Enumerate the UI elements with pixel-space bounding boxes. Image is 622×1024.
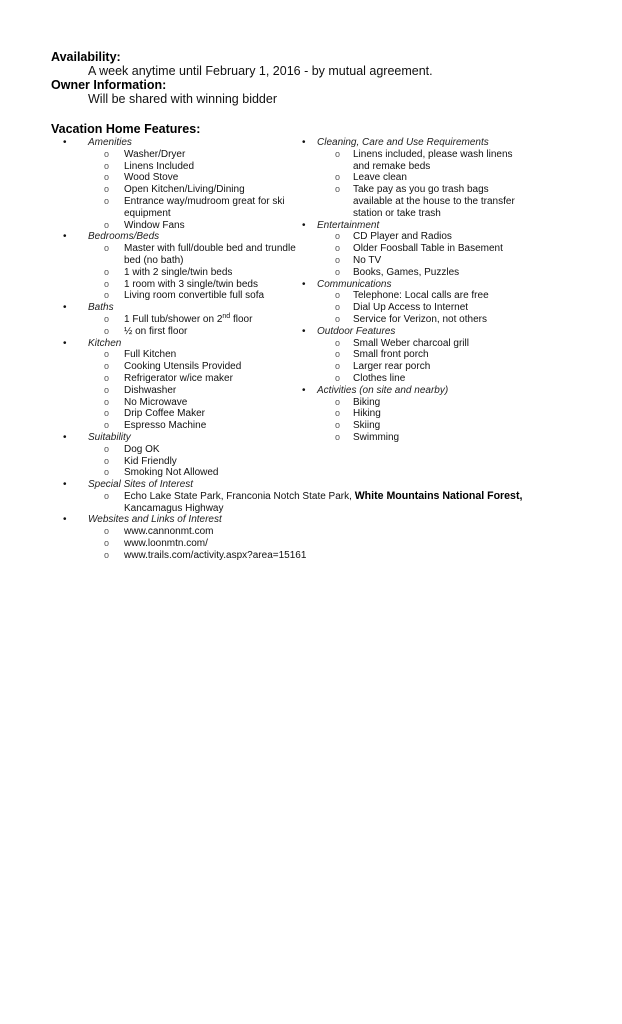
list-item-text: Refrigerator w/ice maker xyxy=(124,372,233,384)
list-item-text: No Microwave xyxy=(124,396,188,408)
sites-text-before: Echo Lake State Park, Franconia Notch State Park, xyxy=(124,490,355,502)
list-item xyxy=(60,408,300,420)
bullet-icon: • xyxy=(302,384,306,396)
list-item-text: Swimming xyxy=(353,431,400,443)
list-item xyxy=(60,361,300,373)
circle-bullet-icon: o xyxy=(335,431,341,442)
list-item-text: Larger rear porch xyxy=(353,361,431,373)
availability-text: A week anytime until February 1, 2016 - by mutual agreement. xyxy=(88,64,433,78)
bullet-icon: • xyxy=(63,479,67,490)
list-item xyxy=(300,397,530,409)
circle-bullet-icon: o xyxy=(104,278,110,289)
circle-bullet-icon: o xyxy=(335,231,341,242)
circle-bullet-icon: o xyxy=(335,254,341,265)
bullet-icon: • xyxy=(302,325,306,337)
list-item-text: 1 Full tub/shower on 2nd floor xyxy=(124,312,253,325)
features-bottom-section xyxy=(60,479,540,562)
bullet-icon: • xyxy=(302,137,306,148)
category-label: Special Sites of Interest xyxy=(88,479,194,490)
category-item xyxy=(300,220,530,232)
list-item xyxy=(60,184,300,196)
list-item xyxy=(300,420,530,432)
circle-bullet-icon: o xyxy=(335,266,341,277)
list-item-text: Small front porch xyxy=(353,349,429,361)
list-item-text: 1 with 2 single/twin beds xyxy=(124,266,233,278)
list-item xyxy=(60,444,300,456)
list-item xyxy=(60,267,300,279)
list-item xyxy=(300,149,530,173)
circle-bullet-icon: o xyxy=(335,408,341,419)
circle-bullet-icon: o xyxy=(104,172,110,183)
bullet-icon: • xyxy=(302,278,306,290)
list-item-text: Window Fans xyxy=(124,219,185,231)
list-item-text: Dog OK xyxy=(124,443,160,455)
circle-bullet-icon: o xyxy=(104,313,110,324)
category-item xyxy=(300,326,530,338)
list-item-text: Skiing xyxy=(353,420,381,432)
list-item-text: Full Kitchen xyxy=(124,349,177,361)
list-item xyxy=(60,373,300,385)
category-item xyxy=(60,231,300,243)
circle-bullet-icon: o xyxy=(104,290,110,301)
circle-bullet-icon: o xyxy=(104,396,110,407)
category-label: Bedrooms/Beds xyxy=(88,231,160,243)
list-item-text: Small Weber charcoal grill xyxy=(353,337,469,349)
category-label: Kitchen xyxy=(88,337,122,349)
circle-bullet-icon: o xyxy=(335,302,341,313)
circle-bullet-icon: o xyxy=(335,172,341,183)
list-item xyxy=(60,243,300,267)
list-item xyxy=(60,161,300,173)
category-item xyxy=(300,385,530,397)
features-heading: Vacation Home Features: xyxy=(51,122,201,136)
list-item-text: 1 room with 3 single/twin beds xyxy=(124,278,258,290)
category-item xyxy=(60,338,300,350)
list-item xyxy=(60,349,300,361)
list-item-text: Master with full/double bed and trundle bed (no bath) xyxy=(124,243,296,266)
bullet-icon: • xyxy=(63,302,67,314)
category-item xyxy=(60,302,300,314)
list-item-text: Entrance way/mudroom great for ski equipment xyxy=(124,195,285,219)
category-item xyxy=(300,137,530,149)
category-label: Cleaning, Care and Use Requirements xyxy=(317,137,489,148)
list-item-text: Wood Stove xyxy=(124,172,179,184)
list-item xyxy=(300,314,530,326)
list-item-text: Cooking Utensils Provided xyxy=(124,361,242,373)
list-item-text: Linens included, please wash linens and remake beds xyxy=(353,148,513,172)
bullet-icon: • xyxy=(302,219,306,231)
bullet-icon: • xyxy=(63,514,67,526)
list-item-text: CD Player and Radios xyxy=(353,231,452,243)
circle-bullet-icon: o xyxy=(104,408,110,419)
list-item-text: Linens Included xyxy=(124,160,195,172)
list-item-text: ½ on first floor xyxy=(124,325,188,337)
category-label: Suitability xyxy=(88,431,131,443)
circle-bullet-icon: o xyxy=(104,160,110,171)
circle-bullet-icon: o xyxy=(104,361,110,372)
list-item xyxy=(60,326,300,338)
list-item xyxy=(60,491,540,515)
list-item xyxy=(300,302,530,314)
list-item xyxy=(300,432,530,444)
circle-bullet-icon: o xyxy=(335,396,341,407)
category-label: Entertainment xyxy=(317,219,380,231)
circle-bullet-icon: o xyxy=(335,361,341,372)
circle-bullet-icon: o xyxy=(104,372,110,383)
list-item xyxy=(60,420,300,432)
website-link-text[interactable]: www.cannonmt.com xyxy=(124,526,214,538)
list-item-text: Washer/Dryer xyxy=(124,148,186,160)
list-item-text: Clothes line xyxy=(353,372,406,384)
circle-bullet-icon: o xyxy=(335,148,341,159)
list-item-text: Drip Coffee Maker xyxy=(124,408,205,420)
circle-bullet-icon: o xyxy=(104,490,110,501)
list-item xyxy=(60,220,300,232)
category-label: Activities (on site and nearby) xyxy=(317,384,449,396)
website-link-text[interactable]: www.trails.com/activity.aspx?area=15161 xyxy=(124,549,307,561)
circle-bullet-icon: o xyxy=(335,243,341,254)
circle-bullet-icon: o xyxy=(335,420,341,431)
features-right-column xyxy=(300,137,530,444)
website-link-text[interactable]: www.loonmtn.com/ xyxy=(124,537,208,549)
list-item xyxy=(300,373,530,385)
list-item xyxy=(300,408,530,420)
bullet-icon: • xyxy=(63,431,67,443)
category-label: Amenities xyxy=(88,137,132,148)
circle-bullet-icon: o xyxy=(104,325,110,336)
list-item xyxy=(300,290,530,302)
list-item xyxy=(60,172,300,184)
list-item xyxy=(300,361,530,373)
website-link-item xyxy=(60,526,540,538)
list-item-text: Leave clean xyxy=(353,172,407,184)
circle-bullet-icon: o xyxy=(104,184,110,195)
circle-bullet-icon: o xyxy=(104,243,110,254)
list-item xyxy=(60,279,300,291)
bullet-icon: • xyxy=(63,337,67,349)
list-item xyxy=(300,349,530,361)
features-left-column xyxy=(60,137,300,479)
category-label: Outdoor Features xyxy=(317,325,396,337)
circle-bullet-icon: o xyxy=(104,349,110,360)
list-item xyxy=(60,290,300,302)
bullet-icon: • xyxy=(63,231,67,243)
circle-bullet-icon: o xyxy=(104,148,110,159)
list-item-text: Dial Up Access to Internet xyxy=(353,302,469,314)
circle-bullet-icon: o xyxy=(335,313,341,324)
category-item xyxy=(60,432,300,444)
list-item-text: No TV xyxy=(353,254,382,266)
list-item-text: Books, Games, Puzzles xyxy=(353,266,460,278)
circle-bullet-icon: o xyxy=(104,537,110,548)
list-item xyxy=(300,231,530,243)
list-item xyxy=(300,255,530,267)
category-label: Communications xyxy=(317,278,392,290)
circle-bullet-icon: o xyxy=(104,219,110,230)
category-websites xyxy=(60,514,540,526)
list-item-text: Service for Verizon, not others xyxy=(353,313,487,325)
list-item-text: Open Kitchen/Living/Dining xyxy=(124,184,245,196)
list-item xyxy=(300,172,530,184)
websites-list xyxy=(60,526,540,561)
circle-bullet-icon: o xyxy=(335,184,341,195)
ordinal-suffix: nd xyxy=(222,312,231,320)
list-item-text: Older Foosball Table in Basement xyxy=(353,243,503,255)
circle-bullet-icon: o xyxy=(335,290,341,301)
category-item xyxy=(300,279,530,291)
circle-bullet-icon: o xyxy=(104,526,110,537)
list-item-text: Living room convertible full sofa xyxy=(124,290,265,302)
sites-text-after: Kancamagus Highway xyxy=(124,502,224,514)
website-link-item xyxy=(60,550,540,562)
circle-bullet-icon: o xyxy=(335,337,341,348)
category-label: Websites and Links of Interest xyxy=(88,514,222,526)
list-item xyxy=(60,314,300,326)
list-item xyxy=(300,184,530,219)
list-item xyxy=(60,456,300,468)
circle-bullet-icon: o xyxy=(104,420,110,431)
sites-text-bold: White Mountains National Forest, xyxy=(354,489,523,502)
category-item xyxy=(60,137,300,149)
list-item-text: Smoking Not Allowed xyxy=(124,467,219,479)
list-item xyxy=(60,196,300,220)
list-item xyxy=(60,385,300,397)
owner-heading: Owner Information: xyxy=(51,78,167,92)
list-item xyxy=(60,149,300,161)
list-item xyxy=(300,338,530,350)
circle-bullet-icon: o xyxy=(104,443,110,454)
list-item xyxy=(300,267,530,279)
website-link-item xyxy=(60,538,540,550)
circle-bullet-icon: o xyxy=(104,384,110,395)
circle-bullet-icon: o xyxy=(104,467,110,478)
list-item-text: Espresso Machine xyxy=(124,420,207,432)
list-item-text: Kid Friendly xyxy=(124,455,177,467)
owner-text: Will be shared with winning bidder xyxy=(88,92,277,106)
circle-bullet-icon: o xyxy=(335,349,341,360)
bullet-icon: • xyxy=(63,137,67,148)
list-item xyxy=(300,243,530,255)
circle-bullet-icon: o xyxy=(104,266,110,277)
category-label: Baths xyxy=(88,302,114,314)
availability-heading: Availability: xyxy=(51,50,121,64)
list-item-text: Hiking xyxy=(353,408,381,420)
list-item-text: Take pay as you go trash bags available at the house to the transfer station or take trash xyxy=(353,184,515,219)
circle-bullet-icon: o xyxy=(104,195,110,206)
list-item xyxy=(60,467,300,479)
circle-bullet-icon: o xyxy=(104,455,110,466)
list-item-text: Dishwasher xyxy=(124,384,177,396)
list-item-text: Biking xyxy=(353,396,381,408)
circle-bullet-icon: o xyxy=(335,372,341,383)
list-item xyxy=(60,397,300,409)
circle-bullet-icon: o xyxy=(104,549,110,560)
list-item-text: Telephone: Local calls are free xyxy=(353,290,489,302)
